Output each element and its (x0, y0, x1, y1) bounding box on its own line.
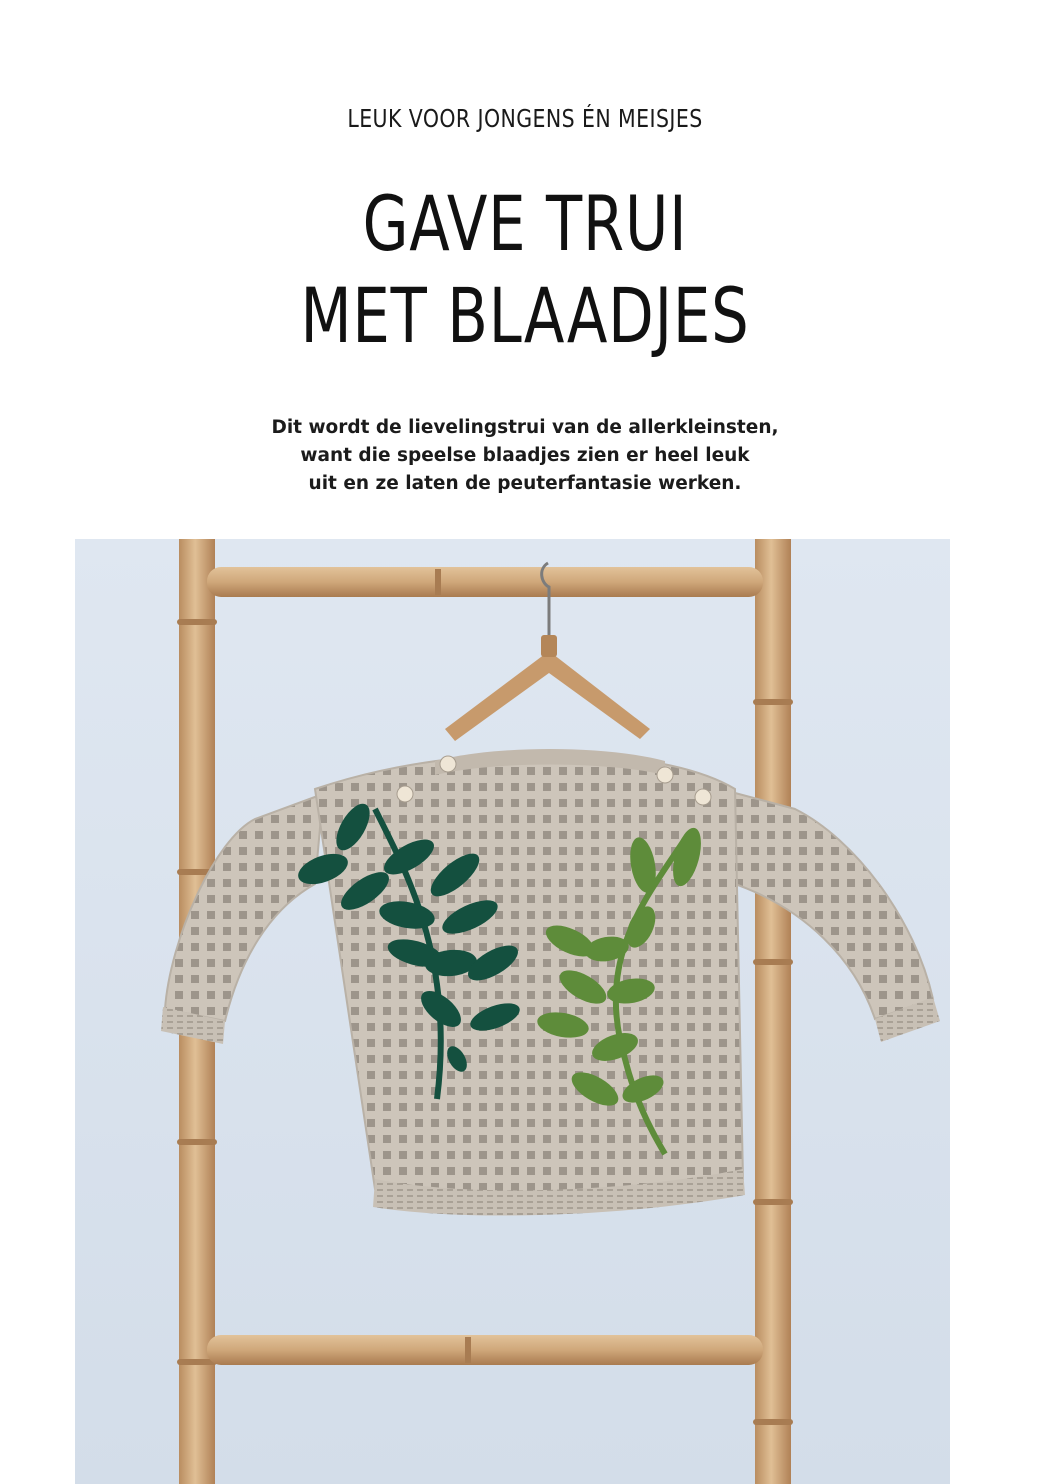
article-headline (116, 178, 935, 362)
article-intro (0, 414, 1050, 498)
intro-line-2: want die speelse blaadjes zien er heel leuk (300, 445, 750, 466)
headline-line-2: MET BLAADJES (300, 271, 750, 360)
sweater-photo (75, 539, 950, 1484)
intro-line-1: Dit wordt de lievelingstrui van de allerkleinsten, (271, 417, 779, 438)
article-kicker: LEUK VOOR JONGENS ÉN MEISJES (347, 104, 703, 133)
intro-line-3: uit en ze laten de peuterfantasie werken. (308, 473, 742, 494)
headline-line-1: GAVE TRUI (362, 179, 688, 268)
